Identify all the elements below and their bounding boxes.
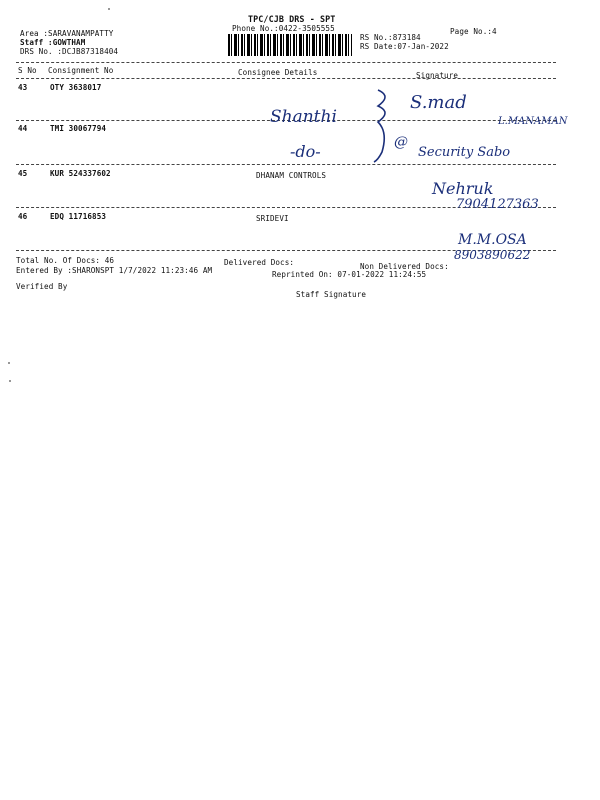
- row-44-handwritten-ditto: -do-: [290, 142, 321, 161]
- staff-field: Staff :GOWTHAM: [20, 38, 86, 47]
- column-sno: S No: [18, 66, 37, 75]
- phone-number: Phone No.:0422-3505555: [232, 24, 335, 33]
- row-44-handwritten-security: Security Sabo: [418, 145, 511, 160]
- column-consignment: Consignment No: [48, 66, 114, 75]
- total-docs: Total No. Of Docs: 46: [16, 256, 115, 265]
- area-field: Area :SARAVANAMPATTY: [20, 29, 114, 38]
- header-divider-bottom: [16, 78, 556, 79]
- row-43-sno: 43: [18, 83, 28, 92]
- row-46-handwritten-name: M.M.OSA: [458, 232, 527, 248]
- entered-by: Entered By :SHARONSPT 1/7/2022 11:23:46 AM: [16, 266, 213, 275]
- row-43-handwritten-name: Shanthi: [270, 107, 337, 127]
- verified-by: Verified By: [16, 282, 68, 291]
- barcode-image: [228, 34, 352, 56]
- non-delivered-docs: Non Delivered Docs:: [360, 262, 449, 271]
- column-consignee: Consignee Details: [238, 68, 318, 77]
- reprinted-on: Reprinted On: 07-01-2022 11:24:55: [272, 270, 427, 279]
- handwritten-signatures: [260, 84, 590, 264]
- row-46-consignment: EDQ 11716853: [50, 212, 107, 221]
- brace-mark: [374, 90, 385, 162]
- drs-number: DRS No. :DCJB87318404: [20, 47, 119, 56]
- header-divider-top: [16, 62, 556, 63]
- row-46-sno: 46: [18, 212, 28, 221]
- scan-speck: [108, 8, 110, 10]
- row-46-consignee: SRIDEVI: [256, 214, 289, 223]
- row-45-sno: 45: [18, 169, 28, 178]
- row-45-consignee: DHANAM CONTROLS: [256, 171, 327, 180]
- row-44-handwritten-at: @: [394, 134, 408, 150]
- document-title: TPC/CJB DRS - SPT: [248, 14, 336, 24]
- rs-date: RS Date:07-Jan-2022: [360, 42, 449, 51]
- row-45-consignment: KUR 524337602: [50, 169, 111, 178]
- rs-number: RS No.:873184: [360, 33, 421, 42]
- row-45-handwritten-signature: Nehruk: [432, 179, 494, 198]
- scan-speck: [8, 362, 10, 364]
- row-44-sno: 44: [18, 124, 28, 133]
- row-46-handwritten-phone: 8903890622: [454, 248, 531, 262]
- row-43-handwritten-extra: L.MANAMAN: [498, 116, 568, 127]
- delivered-docs: Delivered Docs:: [224, 258, 295, 267]
- row-43-consignment: OTY 3638017: [50, 83, 102, 92]
- page-number: Page No.:4: [450, 27, 497, 36]
- scan-speck: [9, 380, 11, 382]
- row-43-handwritten-signature: S.mad: [410, 92, 467, 113]
- staff-signature: Staff Signature: [296, 290, 367, 299]
- row-44-consignment: TMI 30067794: [50, 124, 107, 133]
- row-45-handwritten-phone: 7904127363: [456, 197, 539, 212]
- column-signature: Signature: [416, 71, 459, 80]
